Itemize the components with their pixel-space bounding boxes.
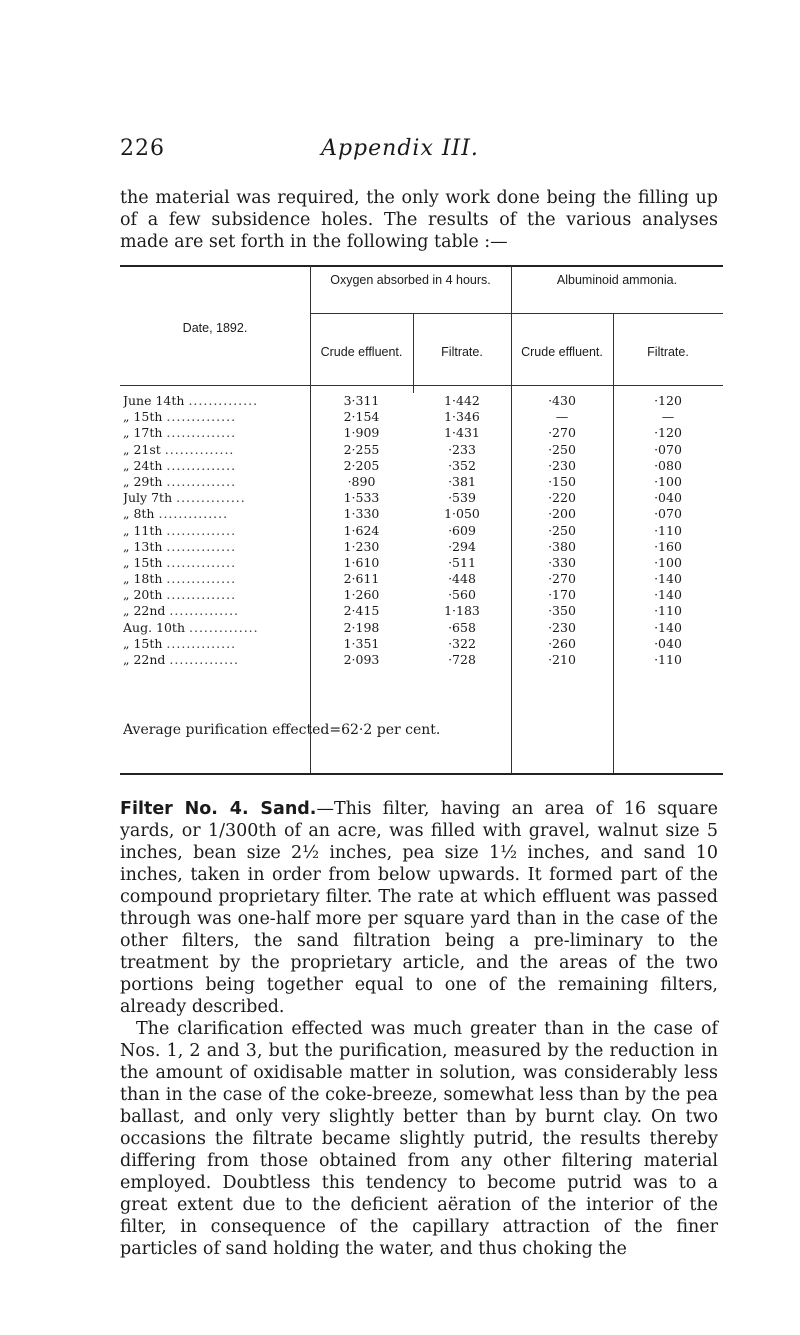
oxygen-crude-cell: ·890 <box>347 473 376 489</box>
dot-leader: .............. <box>169 652 240 667</box>
ammonia-crude-cell: ·270 <box>548 425 576 441</box>
oxygen-filtrate-cell: 1·050 <box>444 506 480 522</box>
date-cell <box>123 506 303 522</box>
oxygen-header: Oxygen absorbed in 4 hours. <box>330 273 491 287</box>
ammonia-crude-cell: ·330 <box>548 554 576 570</box>
date-text: „ 15th <box>123 635 163 651</box>
date-cell <box>123 474 303 490</box>
date-text: „ 22nd <box>123 652 166 667</box>
date-text: „ 8th <box>123 506 155 522</box>
ammonia-filtrate-cell: ·070 <box>654 506 682 522</box>
oxygen-crude-cell: 2·093 <box>343 652 380 667</box>
ammonia-crude-cell: ·150 <box>548 473 576 489</box>
date-cell <box>123 523 303 539</box>
ammonia-crude-cell: ·350 <box>548 603 576 619</box>
dot-leader: .............. <box>166 635 237 651</box>
oxygen-filtrate-cell: ·294 <box>448 538 476 554</box>
table-row <box>120 474 723 490</box>
date-cell <box>123 603 303 619</box>
ammonia-header: Albuminoid ammonia. <box>556 273 678 287</box>
ammonia-crude-cell: ·170 <box>548 587 576 603</box>
ammonia-filtrate-cell: ·080 <box>654 457 682 473</box>
page-number: 226 <box>120 136 165 161</box>
table-row <box>120 587 723 603</box>
date-cell <box>123 587 303 603</box>
table-bottom-rule <box>120 773 723 775</box>
oxygen-filtrate-cell: ·560 <box>448 587 476 603</box>
date-header: Date, 1892. <box>182 321 248 335</box>
date-text: Aug. 10th <box>123 619 186 635</box>
date-text: July 7th <box>123 490 173 506</box>
date-cell <box>123 636 303 652</box>
oxygen-filtrate-cell: 1·442 <box>444 393 480 408</box>
ammonia-crude-cell: — <box>555 409 569 425</box>
dot-leader: .............. <box>166 473 237 489</box>
oxygen-crude-cell: 2·205 <box>343 457 380 473</box>
page-header <box>120 136 680 166</box>
table-row <box>120 571 723 587</box>
oxygen-crude-cell: 1·230 <box>343 538 380 554</box>
dot-leader: .............. <box>166 587 237 603</box>
date-text: „ 20th <box>123 587 163 603</box>
table-row <box>120 539 723 555</box>
header-split-rule <box>310 313 723 314</box>
ammonia-filtrate-cell: ·140 <box>654 587 682 603</box>
oxygen-crude-cell: 2·198 <box>343 619 380 635</box>
oxygen-crude-cell: 3·311 <box>343 393 380 408</box>
dot-leader: .............. <box>188 393 259 408</box>
table-row <box>120 652 723 668</box>
date-cell <box>123 409 303 425</box>
paragraph-1-text: —This filter, having an area of 16 square yards, or 1/300th of an acre, was filled with gravel, walnut size 5 inches, bean size 2½ inches, pea size 1½ inches, and sand 10 inches, taken in order from below upwards. It formed part of the compound proprietary filter. The rate at which effluent was passed through was one-half more per square yard than in the case of the other filters, the sand filtration being a pre-liminary to the treatment by the proprietary article, and the areas of the two portions being together equal to one of the remaining filters, already described. <box>120 799 719 1017</box>
dot-leader: .............. <box>158 506 229 522</box>
subheader-crude-2: Crude effluent. <box>521 345 603 359</box>
ammonia-crude-cell: ·260 <box>548 635 576 651</box>
oxygen-crude-cell: 1·610 <box>343 554 380 570</box>
table-row <box>120 555 723 571</box>
date-cell <box>123 620 303 636</box>
paragraph-1 <box>120 798 718 1018</box>
date-text: June 14th <box>123 393 185 408</box>
intro-text: the material was required, the only work done being the filling up of a few subsidence holes. The results of the various analyses made are set forth in the following table :— <box>120 188 718 252</box>
average-note: Average purification effected=62·2 per cent. <box>123 722 441 738</box>
header-bottom-rule <box>120 385 723 386</box>
date-text: „ 17th <box>123 425 163 441</box>
subheader-crude-1: Crude effluent. <box>320 345 403 359</box>
date-text: „ 24th <box>123 457 163 473</box>
oxygen-filtrate-cell: ·352 <box>448 457 476 473</box>
oxygen-filtrate-cell: ·539 <box>448 490 476 506</box>
running-head: Appendix III. <box>321 136 479 161</box>
table-row <box>120 409 723 425</box>
oxygen-crude-cell: 2·611 <box>343 571 380 587</box>
date-cell <box>123 458 303 474</box>
dot-leader: .............. <box>166 538 237 554</box>
table-row <box>120 636 723 652</box>
date-cell <box>123 442 303 458</box>
table-row <box>120 603 723 619</box>
subheader-filtrate-2: Filtrate. <box>647 345 689 359</box>
date-text: „ 18th <box>123 571 163 587</box>
oxygen-filtrate-cell: ·448 <box>448 571 476 587</box>
ammonia-filtrate-cell: ·110 <box>654 652 682 667</box>
ammonia-crude-cell: ·270 <box>548 571 576 587</box>
ammonia-crude-cell: ·200 <box>548 506 576 522</box>
ammonia-filtrate-cell: ·100 <box>654 554 682 570</box>
oxygen-filtrate-cell: 1·346 <box>444 409 480 425</box>
date-cell <box>123 571 303 587</box>
oxygen-filtrate-cell: 1·431 <box>444 425 480 441</box>
oxygen-crude-cell: 2·255 <box>343 441 380 457</box>
dot-leader: .............. <box>166 409 237 425</box>
oxygen-filtrate-cell: ·322 <box>448 635 476 651</box>
ammonia-filtrate-cell: ·110 <box>654 522 682 538</box>
ammonia-filtrate-cell: ·120 <box>654 393 682 408</box>
dot-leader: .............. <box>169 603 240 619</box>
ammonia-crude-cell: ·210 <box>548 652 576 667</box>
date-text: „ 29th <box>123 473 163 489</box>
ammonia-filtrate-cell: ·140 <box>654 619 682 635</box>
paragraph-2: The clarification effected was much greater than in the case of Nos. 1, 2 and 3, but the purification, measured by the reduction in the amount of oxidisable matter in solution, was considerably less than in the case of the coke-breeze, somewhat less than by the pea ballast, and only very slightly better than by burnt clay. On two occasions the filtrate became slightly putrid, the results thereby differing from those obtained from any other filtering material employed. Doubtless this tendency to become putrid was to a great extent due to the deficient aëration of the interior of the filter, in consequence of the capillary attraction of the finer particles of sand holding the water, and thus choking the <box>120 1019 718 1259</box>
table-row <box>120 490 723 506</box>
date-cell <box>123 425 303 441</box>
ammonia-filtrate-cell: ·040 <box>654 635 682 651</box>
oxygen-crude-cell: 1·351 <box>343 635 380 651</box>
table-row <box>120 393 723 409</box>
oxygen-filtrate-cell: ·658 <box>448 619 476 635</box>
ammonia-filtrate-cell: ·110 <box>654 603 682 619</box>
date-cell <box>123 539 303 555</box>
date-text: „ 13th <box>123 538 163 554</box>
table-row <box>120 506 723 522</box>
ammonia-crude-cell: ·380 <box>548 538 576 554</box>
dot-leader: .............. <box>164 441 235 457</box>
ammonia-crude-cell: ·250 <box>548 522 576 538</box>
date-text: „ 22nd <box>123 603 166 619</box>
table-body <box>120 393 723 668</box>
table-top-rule <box>120 265 723 267</box>
date-text: „ 21st <box>123 441 161 457</box>
ammonia-crude-cell: ·430 <box>548 393 576 408</box>
table-row <box>120 620 723 636</box>
date-cell <box>123 555 303 571</box>
ammonia-filtrate-cell: ·040 <box>654 490 682 506</box>
oxygen-filtrate-cell: ·233 <box>448 441 476 457</box>
ammonia-crude-cell: ·230 <box>548 457 576 473</box>
ammonia-filtrate-cell: ·100 <box>654 473 682 489</box>
dot-leader: .............. <box>189 619 259 635</box>
date-text: „ 15th <box>123 554 163 570</box>
dot-leader: .............. <box>166 522 237 538</box>
dot-leader: .............. <box>166 457 237 473</box>
ammonia-crude-cell: ·230 <box>548 619 576 635</box>
date-text: „ 11th <box>123 522 163 538</box>
dot-leader: .............. <box>166 554 237 570</box>
table-row <box>120 523 723 539</box>
oxygen-filtrate-cell: 1·183 <box>444 603 480 619</box>
oxygen-filtrate-cell: ·381 <box>448 473 476 489</box>
ammonia-filtrate-cell: ·070 <box>654 441 682 457</box>
ammonia-filtrate-cell: ·160 <box>654 538 682 554</box>
filter-title: Filter No. 4. Sand. <box>120 799 317 819</box>
oxygen-crude-cell: 1·330 <box>343 506 380 522</box>
oxygen-crude-cell: 2·415 <box>343 603 380 619</box>
date-text: „ 15th <box>123 409 163 425</box>
intro-paragraph <box>120 187 718 253</box>
ammonia-filtrate-cell: ·120 <box>654 425 682 441</box>
oxygen-crude-cell: 1·624 <box>343 522 380 538</box>
ammonia-filtrate-cell: ·140 <box>654 571 682 587</box>
ammonia-filtrate-cell: — <box>661 409 675 425</box>
oxygen-filtrate-cell: ·511 <box>448 554 476 570</box>
subheader-filtrate-1: Filtrate. <box>441 345 483 359</box>
analysis-table <box>120 265 723 775</box>
dot-leader: .............. <box>176 490 246 506</box>
dot-leader: .............. <box>166 425 237 441</box>
dot-leader: .............. <box>166 571 237 587</box>
body-text <box>120 798 718 1260</box>
oxygen-crude-cell: 1·533 <box>343 490 380 506</box>
oxygen-filtrate-cell: ·609 <box>448 522 476 538</box>
date-cell <box>123 393 303 409</box>
oxygen-crude-cell: 1·260 <box>343 587 380 603</box>
ammonia-crude-cell: ·220 <box>548 490 576 506</box>
ammonia-crude-cell: ·250 <box>548 441 576 457</box>
date-cell <box>123 652 303 668</box>
table-row <box>120 442 723 458</box>
table-row <box>120 458 723 474</box>
oxygen-crude-cell: 1·909 <box>343 425 380 441</box>
date-cell <box>123 490 303 506</box>
oxygen-filtrate-cell: ·728 <box>448 652 476 667</box>
table-row <box>120 425 723 441</box>
oxygen-crude-cell: 2·154 <box>343 409 380 425</box>
